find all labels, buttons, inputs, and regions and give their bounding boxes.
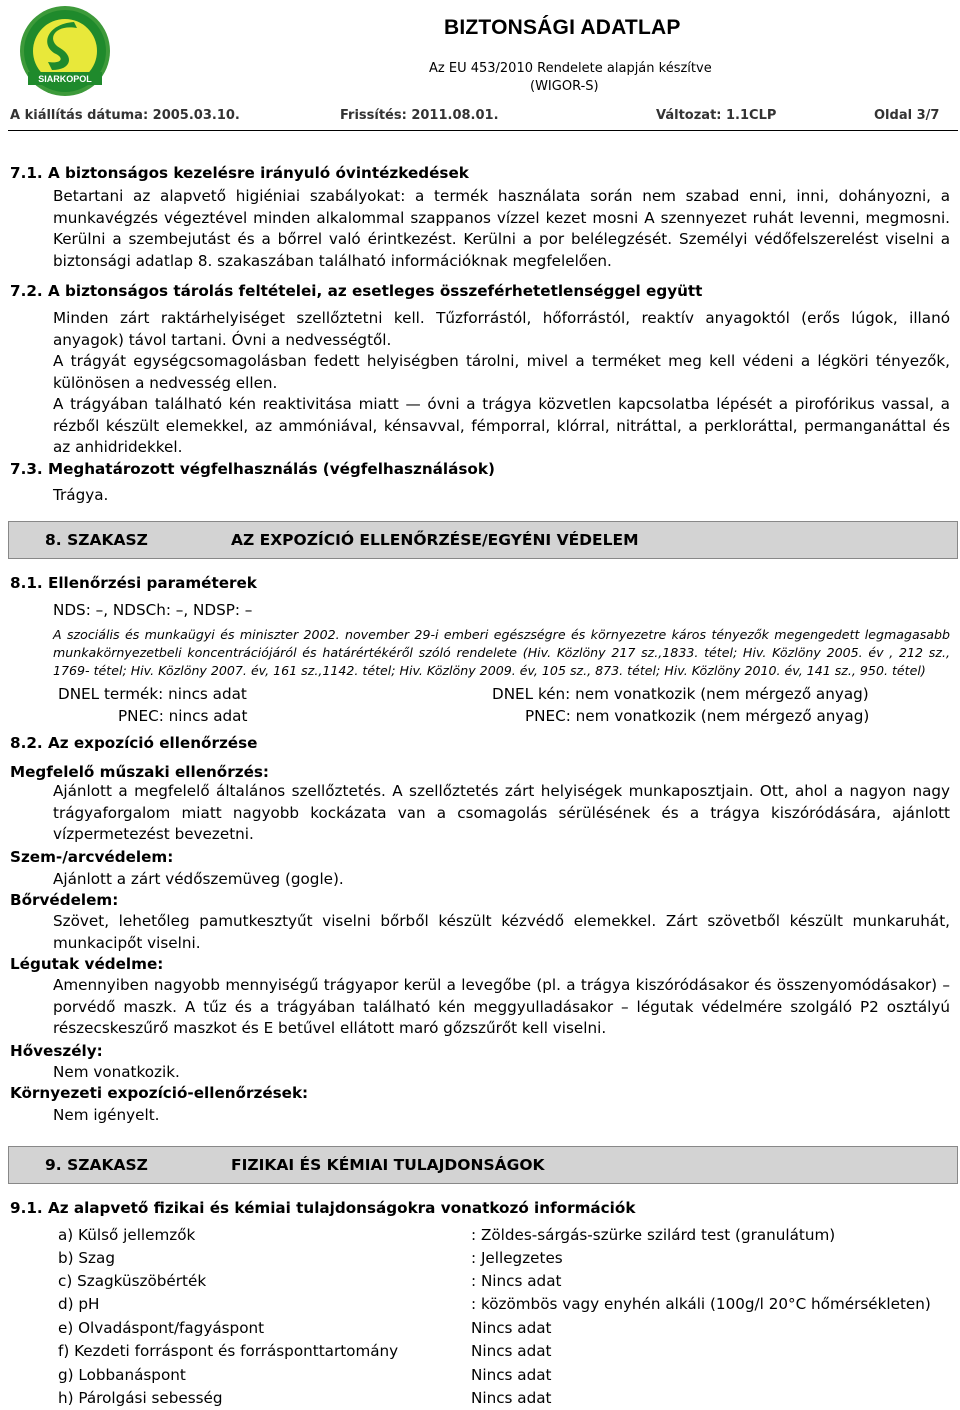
respiratory-protection-text: Amennyiben nagyobb mennyiségű trágyapor kerül a levegőbe (pl. a trágya kiszóródásakor és összenyomódásakor) – porvédő maszk. A tűz és a trágyában található kén meggyulladásakor – légutak védelmére szolgáló P2 osztályú részecskeszűrő maszkot és E betűvel ellátott maró gőzszűrőt kell viselni. xyxy=(53,976,950,1037)
section-8-header xyxy=(8,521,958,559)
header-divider xyxy=(8,130,958,131)
eye-protection-heading: Szem-/arcvédelem: xyxy=(10,848,174,866)
section-9-header xyxy=(8,1146,958,1184)
property-value: Nincs adat xyxy=(471,1319,552,1337)
section-8-title: AZ EXPOZÍCIÓ ELLENŐRZÉSE/EGYÉNI VÉDELEM xyxy=(231,531,639,549)
tech-control-text: Ajánlott a megfelelő általános szellőztetés. A szellőztetés zárt helyiségek munkaposztjain. Ott, ahol a nagyon nagy trágyaforgalom miatt nagyobb kockázata van a csomagolás sérülésének és a trágya kiszóródására, ajánlott vízpermetezést bevezetni. xyxy=(53,782,950,843)
property-value: : közömbös vagy enyhén alkáli (100g/l 20°C hőmérsékleten) xyxy=(471,1295,931,1313)
skin-protection-text: Szövet, lehetőleg pamutkesztyűt viselni bőrből készült kézvédő elemekkel. Zárt szövetből készült munkaruhát, munkacipőt viselni. xyxy=(53,912,950,952)
dnel-product: DNEL termék: nincs adat xyxy=(58,685,247,703)
property-label: e) Olvadáspont/fagyáspont xyxy=(58,1319,265,1337)
property-label: d) pH xyxy=(58,1295,100,1313)
heading-8-2: 8.2. Az expozíció ellenőrzése xyxy=(10,734,258,752)
property-label: g) Lobbanáspont xyxy=(58,1366,186,1384)
limit-values: NDS: –, NDSCh: –, NDSP: – xyxy=(53,601,253,619)
property-value: Nincs adat xyxy=(471,1342,552,1360)
property-label: b) Szag xyxy=(58,1249,115,1267)
pnec-product: PNEC: nincs adat xyxy=(118,707,248,725)
issue-date: A kiállítás dátuma: 2005.03.10. xyxy=(10,108,240,123)
property-value: : Zöldes-sárgás-szürke szilárd test (granulátum) xyxy=(471,1226,836,1244)
section-9-number: 9. SZAKASZ xyxy=(45,1156,148,1174)
version: Változat: 1.1CLP xyxy=(656,108,777,123)
environmental-controls-heading: Környezeti expozíció-ellenőrzések: xyxy=(10,1084,309,1102)
environmental-controls-text: Nem igényelt. xyxy=(53,1106,160,1124)
heading-8-1: 8.1. Ellenőrzési paraméterek xyxy=(10,574,257,592)
page-header xyxy=(0,0,960,134)
logo-text: SIARKOPOL xyxy=(38,74,92,84)
legal-reference: A szociális és munkaügyi és miniszter 2002. november 29-i emberi egészségre és környezetre káros tényezők megengedett legmagasabb munkakörnyezetbeli koncentrációjáról és határértékéről szóló rendelete (Hiv. Közlöny 217 sz.,1833. tétel; Hiv. Közlöny 2005. év , 212 sz., 1769- tétel; Hiv. Közlöny 2007. év, 161 sz.,1142. tétel; Hiv. Közlöny 2009. év, 105 sz., 873. tétel; Hiv. Közlöny 2010. év, 141 sz., 950. tétel) xyxy=(53,627,950,678)
heading-9-1: 9.1. Az alapvető fizikai és kémiai tulajdonságokra vonatkozó információk xyxy=(10,1199,636,1217)
property-label: a) Külső jellemzők xyxy=(58,1226,196,1244)
property-label: f) Kezdeti forráspont és forrásponttartomány xyxy=(58,1342,399,1360)
paragraph-7-3: Trágya. xyxy=(53,486,109,504)
company-logo xyxy=(14,4,116,99)
update-date: Frissítés: 2011.08.01. xyxy=(340,108,499,123)
property-label: c) Szagküszöbérték xyxy=(58,1272,207,1290)
section-9-title: FIZIKAI ÉS KÉMIAI TULAJDONSÁGOK xyxy=(231,1156,545,1174)
paragraph-7-2a: Minden zárt raktárhelyiséget szellőztetni kell. Tűzforrástól, hőforrástól, reaktív anyagoktól (erős lúgok, illanó anyagok) távol tartani. Óvni a nedvességtől. xyxy=(53,309,950,349)
property-value: : Nincs adat xyxy=(471,1272,562,1290)
page-number: Oldal 3/7 xyxy=(874,108,940,123)
property-value: Nincs adat xyxy=(471,1389,552,1407)
paragraph-7-2b: A trágyát egységcsomagolásban fedett helyiségben tárolni, mivel a terméket meg kell védeni a légköri tényezők, különösen a nedvesség ellen. xyxy=(53,352,950,392)
tech-control-heading: Megfelelő műszaki ellenőrzés: xyxy=(10,763,269,781)
respiratory-protection-heading: Légutak védelme: xyxy=(10,955,164,973)
property-label: h) Párolgási sebesség xyxy=(58,1389,223,1407)
thermal-hazard-text: Nem vonatkozik. xyxy=(53,1063,180,1081)
heading-7-3: 7.3. Meghatározott végfelhasználás (végfelhasználások) xyxy=(10,460,495,478)
heading-7-2: 7.2. A biztonságos tárolás feltételei, az esetleges összeférhetetlenséggel együtt xyxy=(10,282,703,300)
heading-7-1: 7.1. A biztonságos kezelésre irányuló óvintézkedések xyxy=(10,164,469,182)
eye-protection-text: Ajánlott a zárt védőszemüveg (gogle). xyxy=(53,870,344,888)
skin-protection-heading: Bőrvédelem: xyxy=(10,891,119,909)
document-title: BIZTONSÁGI ADATLAP xyxy=(444,16,681,39)
regulation-note: Az EU 453/2010 Rendelete alapján készítve xyxy=(429,61,712,76)
thermal-hazard-heading: Hőveszély: xyxy=(10,1042,103,1060)
pnec-sulfur: PNEC: nem vonatkozik (nem mérgező anyag) xyxy=(525,707,870,725)
dnel-sulfur: DNEL kén: nem vonatkozik (nem mérgező anyag) xyxy=(492,685,869,703)
paragraph-7-1: Betartani az alapvető higiéniai szabályokat: a termék használata során nem szabad enni, inni, dohányozni, a munkavégzés végeztével minden alkalommal szappanos vízzel kezet mosni A szennyezet ruhát levenni, megmosni. Kerülni a szembejutást és a bőrrel való érintkezést. Kerülni a por belélegzését. Személyi védőfelszerelést viselni a biztonsági adatlap 8. szakaszában található információknak megfelelően. xyxy=(53,187,950,270)
property-value: : Jellegzetes xyxy=(471,1249,563,1267)
paragraph-7-2c: A trágyában található kén reaktivitása miatt — óvni a trágya közvetlen kapcsolatba lépését a pirofórikus vassal, a rézből készült elemekkel, az ammóniával, kénsavval, fémporral, klórral, nitráttal, a perkloráttal, permanganáttal és az anhidridekkel. xyxy=(53,395,950,456)
product-name: (WIGOR-S) xyxy=(530,79,599,94)
property-value: Nincs adat xyxy=(471,1366,552,1384)
section-8-number: 8. SZAKASZ xyxy=(45,531,148,549)
